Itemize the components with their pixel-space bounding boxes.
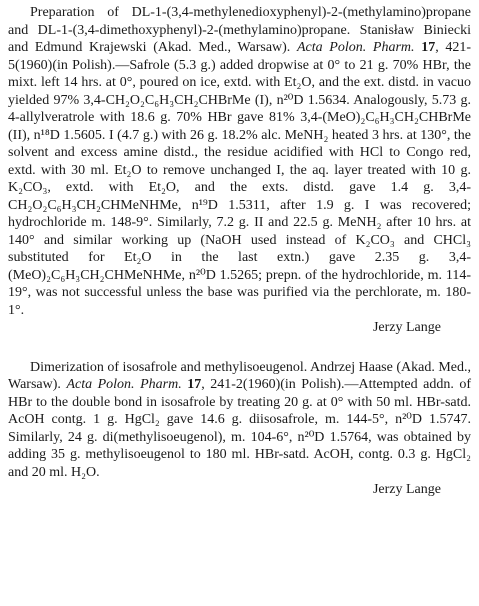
journal-volume: 17 (187, 377, 202, 392)
abstract-title: Preparation of DL-1-(3,4-methylenedioxyphenyl)-2-(methylamino)propane and DL-1-(3,4-dimethoxyphenyl)-2-(methylamino)propane. (8, 5, 471, 38)
abstract-paragraph: Dimerization of isosafrole and methylisoeugenol. Andrzej Haase (Akad. Med., Warsaw). Acta Polon. Pharm. 17, 241-2(1960)(in Polish).—Attempted addn. of HBr to the double bond in isosafrole by treating 20 g. at 0° with 50 ml. HBr-satd. AcOH contg. 1 g. HgCl₂ gave 14.6 g. diisosafrole, m. 144-5°, n²⁰D 1.5747. Similarly, 24 g. di(methylisoeugenol), m. 104-6°, n²⁰D 1.5764, was obtained by adding 35 g. methylisoeugenol to 180 ml. HBr-satd. AcOH, contg. 0.3 g. HgCl₂ and 20 ml. H₂O. (8, 359, 472, 480)
journal-name: Acta Polon. Pharm. (296, 40, 415, 55)
journal-pages-year: 241-2(1960)(in Polish). (210, 377, 345, 392)
journal-pages-year: 421-5(1960)(in Polish). (8, 40, 472, 73)
abstract-isosafrole-dimerization (8, 359, 471, 499)
abstract-title: Dimerization of isosafrole and methylisoeugenol. (30, 359, 308, 375)
abstract-authors: Stanisław Biniecki and Edmund Krajewski (8, 22, 471, 55)
abstract-authors: Andrzej Haase (310, 359, 393, 375)
journal-volume: 17 (421, 40, 436, 55)
abstract-affiliation: (Akad. Med., Warsaw). (8, 359, 472, 392)
journal-name: Acta Polon. Pharm. (66, 377, 182, 392)
abstract-paragraph: Preparation of DL-1-(3,4-methylenedioxyphenyl)-2-(methylamino)propane and DL-1-(3,4-dimethoxyphenyl)-2-(methylamino)propane. Stanisław Biniecki and Edmund Krajewski (Akad. Med., Warsaw). Acta Polon. Pharm. 17, 421-5(1960)(in Polish).—Safrole (5.3 g.) added dropwise at 0° to 21 g. 70% HBr, the mixt. left 14 hrs. at 0°, poured on ice, extd. with Et₂O, and the ext. distd. in vacuo yielded 97% 3,4-CH₂O₂C₆H₃CH₂CHBrMe (I), n²⁰D 1.5634. Analogously, 5.73 g. 4-allylveratrole with 18.6 g. 70% HBr gave 81% 3,4-(MeO)₂C₆H₃CH₂CHBrMe (II), n¹⁸D 1.5605. I (4.7 g.) with 26 g. 18.2% alc. MeNH₂ heated 3 hrs. at 130°, the solvent and excess amine distd., the residue acidified with HCl to Congo red, extd. with 30 ml. Et₂O to remove unchanged I, the aq. layer treated with 10 g. K₂CO₃, extd. with Et₂O, and the exts. distd. gave 1.4 g. 3,4-CH₂O₂C₆H₃CH₂CHMeNHMe, n¹⁹D 1.5311, after 1.9 g. I was recovered; hydrochloride m. 148-9°. Similarly, 7.2 g. II and 22.5 g. MeNH₂ after 10 hrs. at 140° and similar working up (NaOH used instead of K₂CO₃ and CHCl₃ substituted for Et₂O in the last extn.) gave 2.35 g. 3,4-(MeO)₂C₆H₃CH₂CHMeNHMe, n²⁰D 1.5265; prepn. of the hydrochloride, m. 114-19°, was not successful unless the base was purified via the perchlorate, m. 180-1°. (8, 5, 472, 318)
abstract-affiliation: (Akad. Med., Warsaw). (153, 40, 291, 55)
abstractor-signature: Jerzy Lange (372, 482, 441, 497)
abstract-safrole-amines (8, 4, 471, 337)
section-gap (8, 337, 471, 359)
abstractor-signature: Jerzy Lange (372, 320, 441, 335)
abstract-body: —Attempted addn. of HBr to the double bond in isosafrole by treating 20 g. at 0° with 50 ml. HBr-satd. AcOH contg. 1 g. HgCl₂ gave 14.6 g. diisosafrole, m. 144-5°, n²⁰D 1.5747. Similarly, 24 g. di(methylisoeugenol), m. 104-6°, n²⁰D 1.5764, was obtained by adding 35 g. methylisoeugenol to 180 ml. HBr-satd. AcOH, contg. 0.3 g. HgCl₂ and 20 ml. H₂O. (8, 377, 472, 480)
abstract-body: —Safrole (5.3 g.) added dropwise at 0° to 21 g. 70% HBr, the mixt. left 14 hrs. at 0°, poured on ice, extd. with Et₂O, and the ext. distd. in vacuo yielded 97% 3,4-CH₂O₂C₆H₃CH₂CHBrMe (I), n²⁰D 1.5634. Analogously, 5.73 g. 4-allylveratrole with 18.6 g. 70% HBr gave 81% 3,4-(MeO)₂C₆H₃CH₂CHBrMe (II), n¹⁸D 1.5605. I (4.7 g.) with 26 g. 18.2% alc. MeNH₂ heated 3 hrs. at 130°, the solvent and excess amine distd., the residue acidified with HCl to Congo red, extd. with 30 ml. Et₂O to remove unchanged I, the aq. layer treated with 10 g. K₂CO₃, extd. with Et₂O, and the exts. distd. gave 1.4 g. 3,4-CH₂O₂C₆H₃CH₂CHMeNHMe, n¹⁹D 1.5311, after 1.9 g. I was recovered; hydrochloride m. 148-9°. Similarly, 7.2 g. II and 22.5 g. MeNH₂ after 10 hrs. at 140° and similar working up (NaOH used instead of K₂CO₃ and CHCl₃ substituted for Et₂O in the last extn.) gave 2.35 g. 3,4-(MeO)₂C₆H₃CH₂CHMeNHMe, n²⁰D 1.5265; prepn. of the hydrochloride, m. 114-19°, was not successful unless the base was purified via the perchlorate, m. 180-1°. (8, 57, 471, 318)
